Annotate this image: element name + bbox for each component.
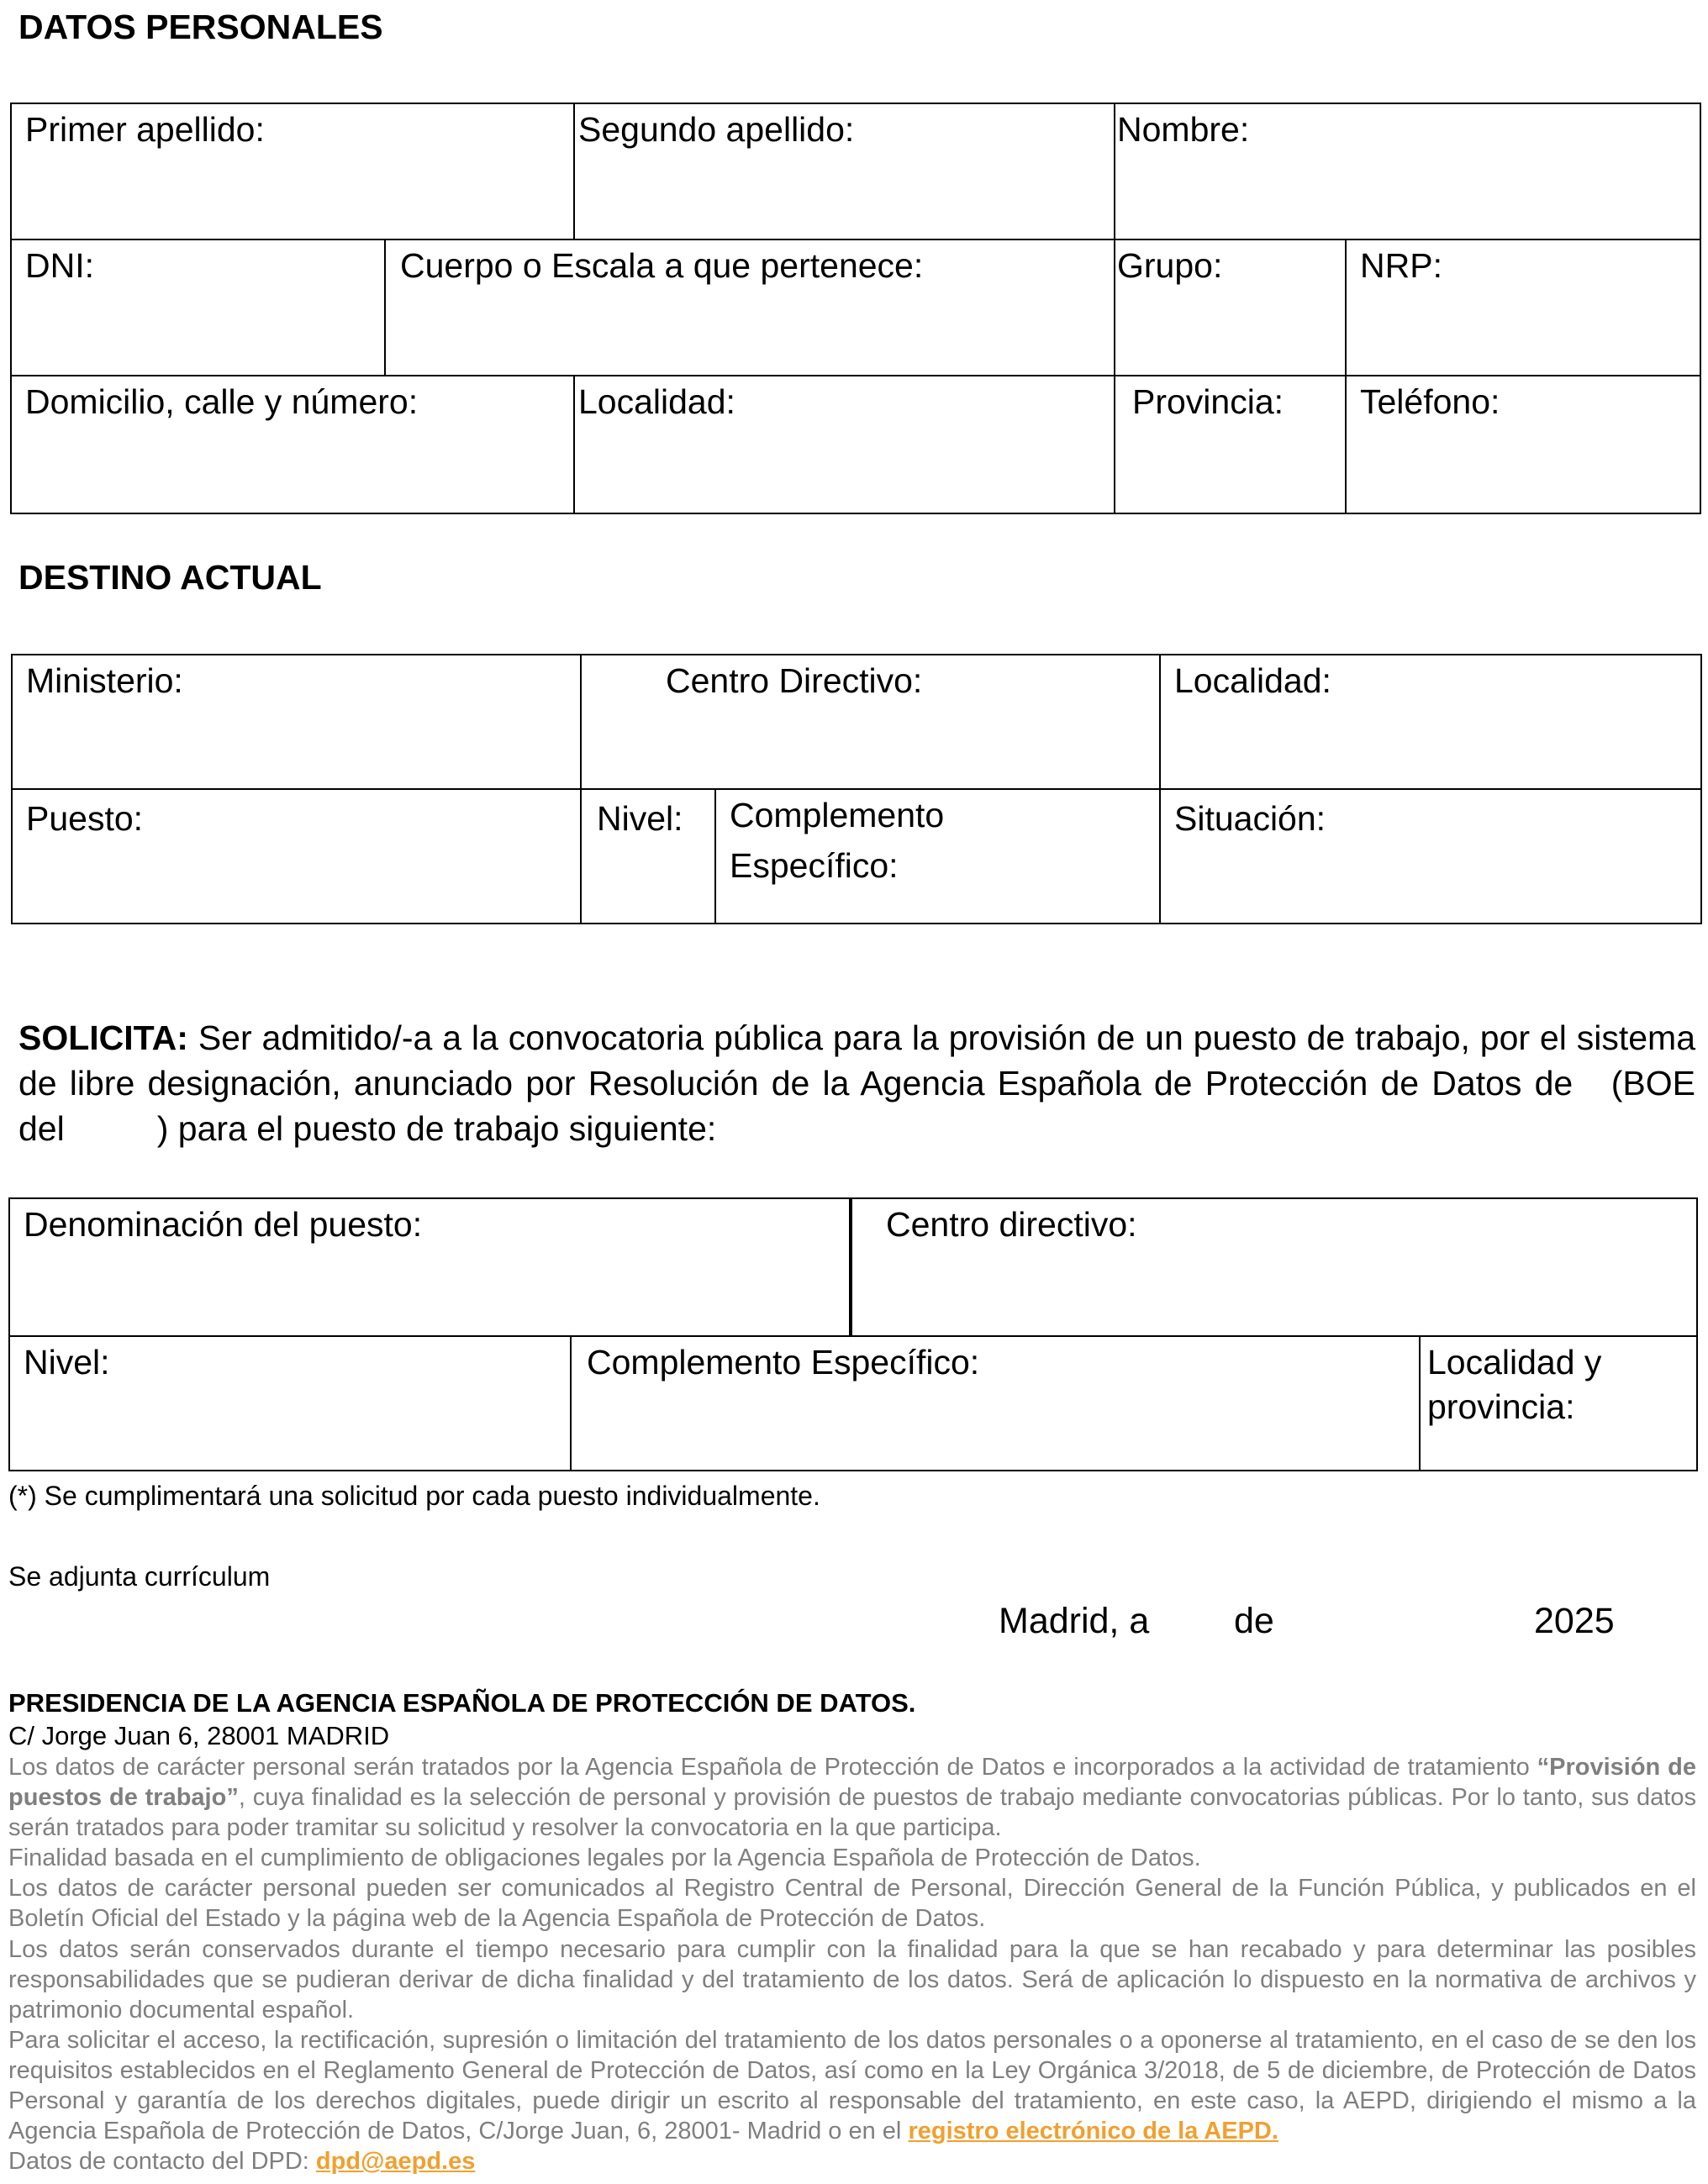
centro-directivo-actual-field[interactable] [582, 655, 1161, 790]
year-label: 2025 [1534, 1601, 1615, 1641]
ministerio-label: Ministerio: [26, 661, 183, 700]
situacion-field[interactable] [1161, 790, 1700, 923]
centro-directivo-solicitado-label: Centro directivo: [886, 1205, 1137, 1244]
privacy-p1-a: Los datos de carácter personal serán tratados por la Agencia Española de Protección de Datos e incorporados a la actividad de tratamiento [8, 1754, 1537, 1781]
solicita-text: Ser admitido/-a a la convocatoria pública para la provisión de un puesto de trabajo, por el sistema de libre designación, anunciado por Resolución de la Agencia Española de Protección de Datos de [18, 1018, 1695, 1103]
primer-apellido-label: Primer apellido: [25, 110, 265, 149]
nota-una-solicitud: (*) Se cumplimentará una solicitud por cada puesto individualmente. [8, 1481, 820, 1511]
complemento-solicitado-label: Complemento Específico: [587, 1343, 980, 1381]
domicilio-field[interactable] [12, 376, 575, 513]
grupo-label: Grupo: [1117, 246, 1223, 285]
complemento-actual-field[interactable] [716, 790, 1161, 923]
cuerpo-escala-label: Cuerpo o Escala a que pertenece: [400, 246, 924, 285]
privacy-p1-b: , cuya finalidad es la selección de personal y provisión de puestos de trabajo mediante convocatorias públicas. Por lo tanto, sus datos serán tratados para poder tramitar su solicitud y resolver la convocatoria en la que participa. [8, 1784, 1696, 1842]
madrid-label: Madrid, a [999, 1601, 1150, 1641]
registro-electronico-link[interactable]: registro electrónico de la AEPD. [908, 2118, 1278, 2145]
domicilio-label: Domicilio, calle y número: [25, 382, 419, 421]
puesto-solicitado-table [8, 1197, 1698, 1471]
localidad-actual-field[interactable] [1161, 655, 1700, 790]
privacy-paragraph-1 [8, 1752, 1696, 1843]
presidencia-address: C/ Jorge Juan 6, 28001 MADRID [8, 1721, 390, 1750]
complemento-actual-label-line2: Específico: [730, 846, 899, 885]
ministerio-field[interactable] [13, 655, 582, 790]
presidencia-heading: PRESIDENCIA DE LA AGENCIA ESPAÑOLA DE PROTECCIÓN DE DATOS. [8, 1688, 916, 1718]
privacy-paragraph-3: Los datos de carácter personal pueden ser comunicados al Registro Central de Personal, Dirección General de la Función Pública, y publicados en el Boletín Oficial del Estado y la página web de la Agencia Española de Protección de Datos. [8, 1875, 1696, 1933]
privacy-paragraph-4: Los datos serán conservados durante el tiempo necesario para cumplir con la finalidad para la que se han recabado y para determinar las posibles responsabilidades que se pudieran derivar de dicha finalidad y del tratamiento de los datos. Será de aplicación lo dispuesto en la normativa de archivos y patrimonio documental español. [8, 1935, 1696, 2023]
nombre-field[interactable] [1115, 104, 1700, 240]
nota-curriculum: Se adjunta currículum [8, 1561, 271, 1592]
centro-directivo-solicitado-field[interactable] [851, 1199, 1696, 1337]
telefono-field[interactable] [1347, 376, 1700, 513]
localidad-label: Localidad: [578, 382, 735, 421]
puesto-actual-field[interactable] [13, 790, 582, 923]
nivel-solicitado-field[interactable] [10, 1337, 572, 1470]
destino-actual-table [11, 654, 1702, 924]
denominacion-puesto-field[interactable] [10, 1199, 851, 1337]
centro-directivo-actual-label: Centro Directivo: [666, 661, 923, 700]
dni-field[interactable] [12, 240, 386, 376]
primer-apellido-field[interactable] [12, 104, 575, 240]
nrp-label: NRP: [1360, 246, 1442, 285]
nivel-actual-field[interactable] [582, 790, 716, 923]
localidad-field[interactable] [575, 376, 1115, 513]
dpd-label: Datos de contacto del DPD: [8, 2148, 316, 2176]
privacy-notice [8, 1752, 1696, 2176]
personal-data-table [10, 103, 1701, 514]
heading-datos-personales: DATOS PERSONALES [18, 8, 383, 46]
solicita-label: SOLICITA: [18, 1018, 188, 1057]
solicita-paragraph [18, 1015, 1695, 1151]
privacy-paragraph-2: Finalidad basada en el cumplimiento de obligaciones legales por la Agencia Española de Protección de Datos. [8, 1845, 1201, 1872]
puesto-actual-label: Puesto: [26, 799, 144, 838]
provincia-label: Provincia: [1132, 382, 1284, 421]
dpd-email-link[interactable]: dpd@aepd.es [315, 2148, 476, 2176]
de-label: de [1234, 1601, 1274, 1641]
dni-label: DNI: [25, 246, 94, 285]
privacy-paragraph-5 [8, 2025, 1696, 2146]
privacy-p5-text: Para solicitar el acceso, la rectificación, supresión o limitación del tratamiento de los datos personales o a oponerse al tratamiento, en el caso de se den los requisitos establecidos en el Reglamento General de Protección de Datos, así como en la Ley Orgánica 3/2018, de 5 de diciembre, de Protección de Datos Personal y garantía de los derechos digitales, puede dirigir un escrito al responsable del tratamiento, en este caso, la AEPD, dirigiendo el mismo a la Agencia Española de Protección de Datos, C/Jorge Juan, 6, 28001- Madrid o en el [8, 2026, 1696, 2145]
privacy-p1-bold: “Provisión de puestos de trabajo” [8, 1754, 1696, 1812]
nivel-actual-label: Nivel: [597, 799, 683, 838]
denominacion-puesto-label: Denominación del puesto: [24, 1205, 423, 1244]
solicita-boe: (BOE del [18, 1064, 1695, 1148]
nrp-field[interactable] [1347, 240, 1700, 376]
provincia-field[interactable] [1115, 376, 1347, 513]
cuerpo-escala-field[interactable] [386, 240, 1115, 376]
situacion-label: Situación: [1174, 799, 1326, 838]
grupo-field[interactable] [1115, 240, 1347, 376]
segundo-apellido-label: Segundo apellido: [578, 110, 855, 149]
segundo-apellido-field[interactable] [575, 104, 1115, 240]
nivel-solicitado-label: Nivel: [24, 1343, 110, 1381]
complemento-actual-label-line1: Complemento [730, 796, 945, 834]
localidad-provincia-field[interactable] [1421, 1337, 1696, 1470]
solicita-tail: ) para el puesto de trabajo siguiente: [156, 1109, 717, 1148]
heading-destino-actual: DESTINO ACTUAL [18, 558, 322, 597]
localidad-provincia-label: Localidad y provincia: [1427, 1343, 1602, 1427]
signature-date-line [999, 1601, 1621, 1647]
complemento-solicitado-field[interactable] [572, 1337, 1421, 1470]
telefono-label: Teléfono: [1360, 382, 1500, 421]
dpd-contact [8, 2146, 1696, 2176]
localidad-actual-label: Localidad: [1174, 661, 1331, 700]
nombre-label: Nombre: [1117, 110, 1250, 149]
